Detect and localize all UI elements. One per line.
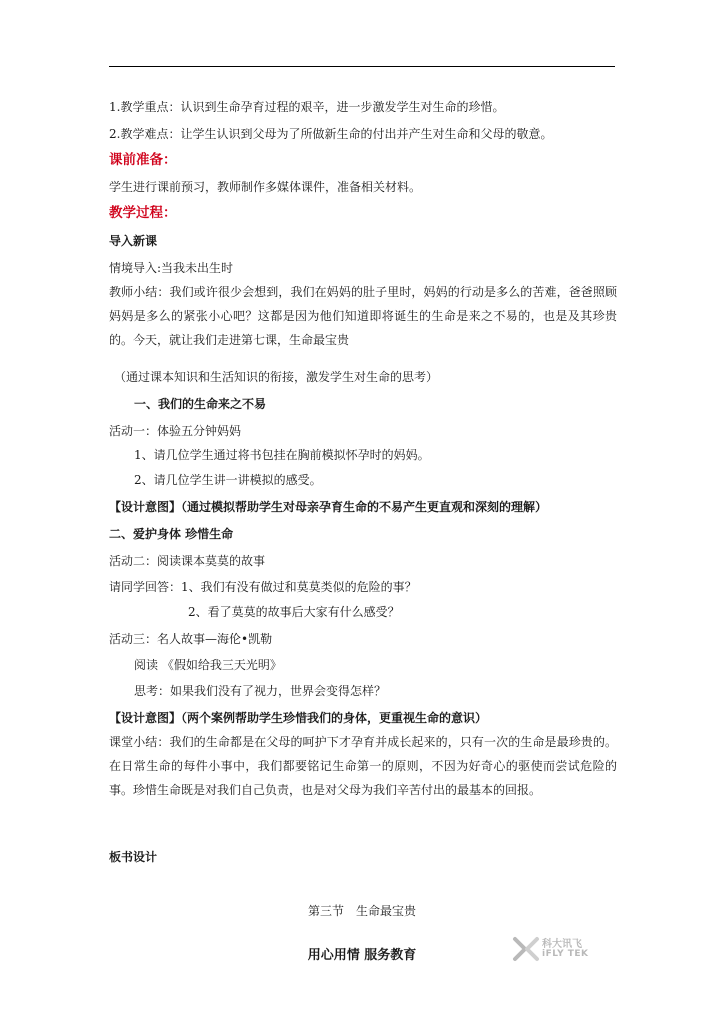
logo-cn-text: 科大讯飞 bbox=[542, 939, 582, 950]
footer-slogan: 用心用情 服务教育 bbox=[307, 948, 417, 963]
section1-heading: 一、我们的生命来之不易 bbox=[134, 397, 267, 411]
reading-line: 阅读 《假如给我三天光明》 bbox=[134, 658, 282, 672]
board-title: 第三节 生命最宝贵 bbox=[307, 904, 416, 918]
section2-heading: 二、爱护身体 珍惜生命 bbox=[109, 527, 234, 541]
header-rule bbox=[109, 66, 615, 67]
board-heading: 板书设计 bbox=[109, 850, 158, 864]
difficulty-line: 2.教学难点：让学生认识到父母为了所做新生命的付出并产生对生命和父母的敬意。 bbox=[109, 127, 553, 141]
design-intent-1: 【设计意图】（通过模拟帮助学生对母亲孕育生命的不易产生更直观和深刻的理解） bbox=[109, 500, 548, 514]
intro-note: （通过课本知识和生活知识的衔接，激发学生对生命的思考） bbox=[114, 370, 439, 384]
prep-text: 学生进行课前预习，教师制作多媒体课件，准备相关材料。 bbox=[109, 180, 422, 194]
question1: 请同学回答：1、我们有没有做过和莫莫类似的危险的事？ bbox=[109, 580, 417, 594]
prep-heading: 课前准备： bbox=[109, 152, 177, 168]
activity1-step2: 2、请几位学生讲一讲模拟的感受。 bbox=[134, 473, 322, 487]
design-intent-2: 【设计意图】（两个案例帮助学生珍惜我们的身体，更重视生命的意识） bbox=[109, 711, 488, 725]
intro-heading: 导入新课 bbox=[109, 234, 158, 248]
thinking-line: 思考：如果我们没有了视力，世界会变得怎样？ bbox=[134, 684, 387, 698]
activity1-step1: 1、请几位学生通过将书包挂在胸前模拟怀孕时的妈妈。 bbox=[134, 448, 430, 462]
iflytek-logo-icon bbox=[512, 935, 540, 963]
teacher-summary: 教师小结：我们或许很少会想到，我们在妈妈的肚子里时，妈妈的行动是多么的苦难，爸爸照顾妈妈是多么的紧张小心吧？这都是因为他们知道即将诞生的生命是来之不易的，也是及其珍贵的。今天，就让我们走进第七课，生命最宝贵 bbox=[109, 285, 617, 347]
activity1: 活动一：体验五分钟妈妈 bbox=[109, 424, 242, 438]
key-point-line: 1.教学重点：认识到生命孕育过程的艰辛，进一步激发学生对生命的珍惜。 bbox=[109, 100, 505, 114]
iflytek-logo bbox=[512, 934, 622, 964]
scenario-line: 情境导入:当我未出生时 bbox=[109, 261, 234, 275]
question2: 2、看了莫莫的故事后大家有什么感受？ bbox=[188, 605, 400, 619]
process-heading: 教学过程： bbox=[109, 205, 177, 221]
logo-en-text: iFLY TEK bbox=[542, 949, 589, 959]
activity2: 活动二：阅读课本莫莫的故事 bbox=[109, 554, 266, 568]
activity3: 活动三：名人故事—海伦•凯勒 bbox=[109, 632, 273, 646]
class-summary: 课堂小结：我们的生命都是在父母的呵护下才孕育并成长起来的，只有一次的生命是最珍贵的。在日常生命的每件小事中，我们都要铭记生命第一的原则，不因为好奇心的驱使而尝试危险的事。珍惜生命既是对我们自己负责，也是对父母为我们辛苦付出的最基本的回报。 bbox=[109, 735, 617, 797]
